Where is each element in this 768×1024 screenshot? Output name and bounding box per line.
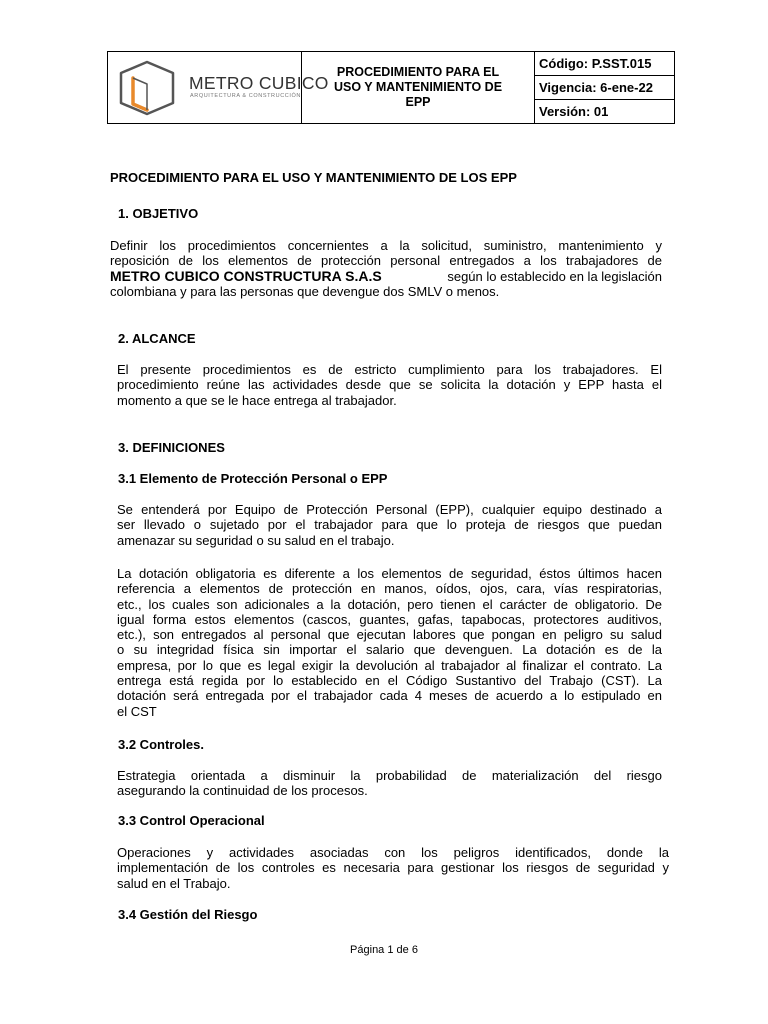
text-line: igual forma estos elementos (cascos, guantes, gafas, tapabocas, protectores auditivos,: [117, 611, 662, 627]
text-line: momento a que se le hace entrega al trabajador.: [117, 392, 397, 408]
document-header-table: [107, 51, 675, 124]
metro-cubico-logo-icon: [117, 58, 181, 118]
logo-tagline: ARQUITECTURA & CONSTRUCCIÓN: [190, 93, 301, 99]
text-line: entrega está regida por lo establecido en el Código Sustantivo del Trabajo (CST). La: [117, 673, 662, 689]
section-heading-definiciones: 3. DEFINICIONES: [118, 440, 225, 455]
text-line: colombiana y para las personas que devengue dos SMLV o menos.: [110, 283, 500, 299]
document-code: Código: P.SST.015: [535, 52, 674, 76]
text-line: etc.), son entregados al personal que ejecutan labores que pongan en peligro su salud: [117, 627, 662, 643]
subsection-heading-epp: 3.1 Elemento de Protección Personal o EPP: [118, 471, 388, 486]
document-title: PROCEDIMIENTO PARA EL USO Y MANTENIMIENTO DE LOS EPP: [110, 170, 517, 185]
text-line: empresa, por lo que es legal exigir la devolución al trabajador al finalizar el contrato. La: [117, 657, 662, 673]
text-line: La dotación obligatoria es diferente a los elementos de seguridad, éstos últimos hacen: [117, 566, 662, 581]
header-title-line: PROCEDIMIENTO PARA EL: [336, 65, 500, 79]
text-line: o su integridad física sin importar el salario que devenguen. La dotación es de la: [117, 642, 662, 658]
control-operacional-paragraph: [117, 845, 669, 891]
company-name: METRO CUBICO CONSTRUCTURA S.A.S: [110, 267, 382, 284]
text-line: Se entenderá por Equipo de Protección Personal (EPP), cualquier equipo destinado a: [117, 502, 662, 517]
text-line: procedimiento reúne las actividades desde que se solicita la dotación y EPP hasta el: [117, 377, 662, 393]
text-line: ser llevado o sujetado por el trabajador para que lo proteja de riesgos que puedan: [117, 517, 662, 533]
header-title: [302, 52, 535, 123]
text-line: reposición de los elementos de protección personal entregados a los trabajadores de: [110, 253, 662, 269]
section-alcance-text: [117, 362, 662, 408]
page-number: Página 1 de 6: [350, 944, 418, 956]
subsection-heading-controles: 3.2 Controles.: [118, 737, 204, 752]
subsection-heading-control-operacional: 3.3 Control Operacional: [118, 813, 265, 828]
document-version: Versión: 01: [539, 104, 609, 119]
dotacion-paragraph: [117, 566, 662, 719]
text-line: dotación será entregada por el trabajador cada 4 meses de acuerdo a lo estipulado en: [117, 688, 662, 704]
epp-definition-paragraph: [117, 502, 662, 548]
text-line: etc., los cuales son adicionales a la dotación, pero tienen el carácter de obligatorio. De: [117, 596, 662, 612]
text-line: salud en el Trabajo.: [117, 875, 231, 891]
text-line: El presente procedimientos es de estricto cumplimiento para los trabajadores. El: [117, 362, 662, 377]
section-heading-alcance: 2. ALCANCE: [118, 331, 196, 346]
text-fragment: según lo establecido en la legislación: [447, 268, 662, 284]
text-line: Operaciones y actividades asociadas con los peligros identificados, donde la: [117, 845, 669, 860]
controles-paragraph: [117, 768, 662, 799]
header-title-line: USO Y MANTENIMIENTO DE: [333, 80, 503, 94]
text-line: el CST: [117, 703, 157, 719]
header-title-line: EPP: [405, 95, 431, 109]
text-line: Estrategia orientada a disminuir la probabilidad de materialización del riesgo: [117, 768, 662, 783]
section-objetivo-text: [110, 238, 662, 299]
text-line: amenazar su seguridad o su salud en el trabajo.: [117, 532, 395, 548]
text-line: Definir los procedimientos concernientes a la solicitud, suministro, mantenimiento y: [110, 238, 662, 253]
logo-wordmark: METRO CUBICO: [189, 73, 329, 93]
header-meta: [535, 52, 674, 123]
section-heading-objetivo: 1. OBJETIVO: [118, 206, 199, 221]
logo-cell: [108, 52, 329, 123]
document-validity: Vigencia: 6-ene-22: [535, 76, 674, 100]
text-line: implementación de los controles es necesaria para gestionar los riesgos de seguridad y: [117, 860, 669, 876]
text-line: asegurando la continuidad de los procesos.: [117, 783, 368, 799]
text-line: referencia a elementos de protección en manos, oídos, ojos, cara, vías respiratorias,: [117, 581, 662, 597]
subsection-heading-gestion-riesgo: 3.4 Gestión del Riesgo: [118, 907, 258, 922]
text-line-company: [110, 269, 662, 284]
